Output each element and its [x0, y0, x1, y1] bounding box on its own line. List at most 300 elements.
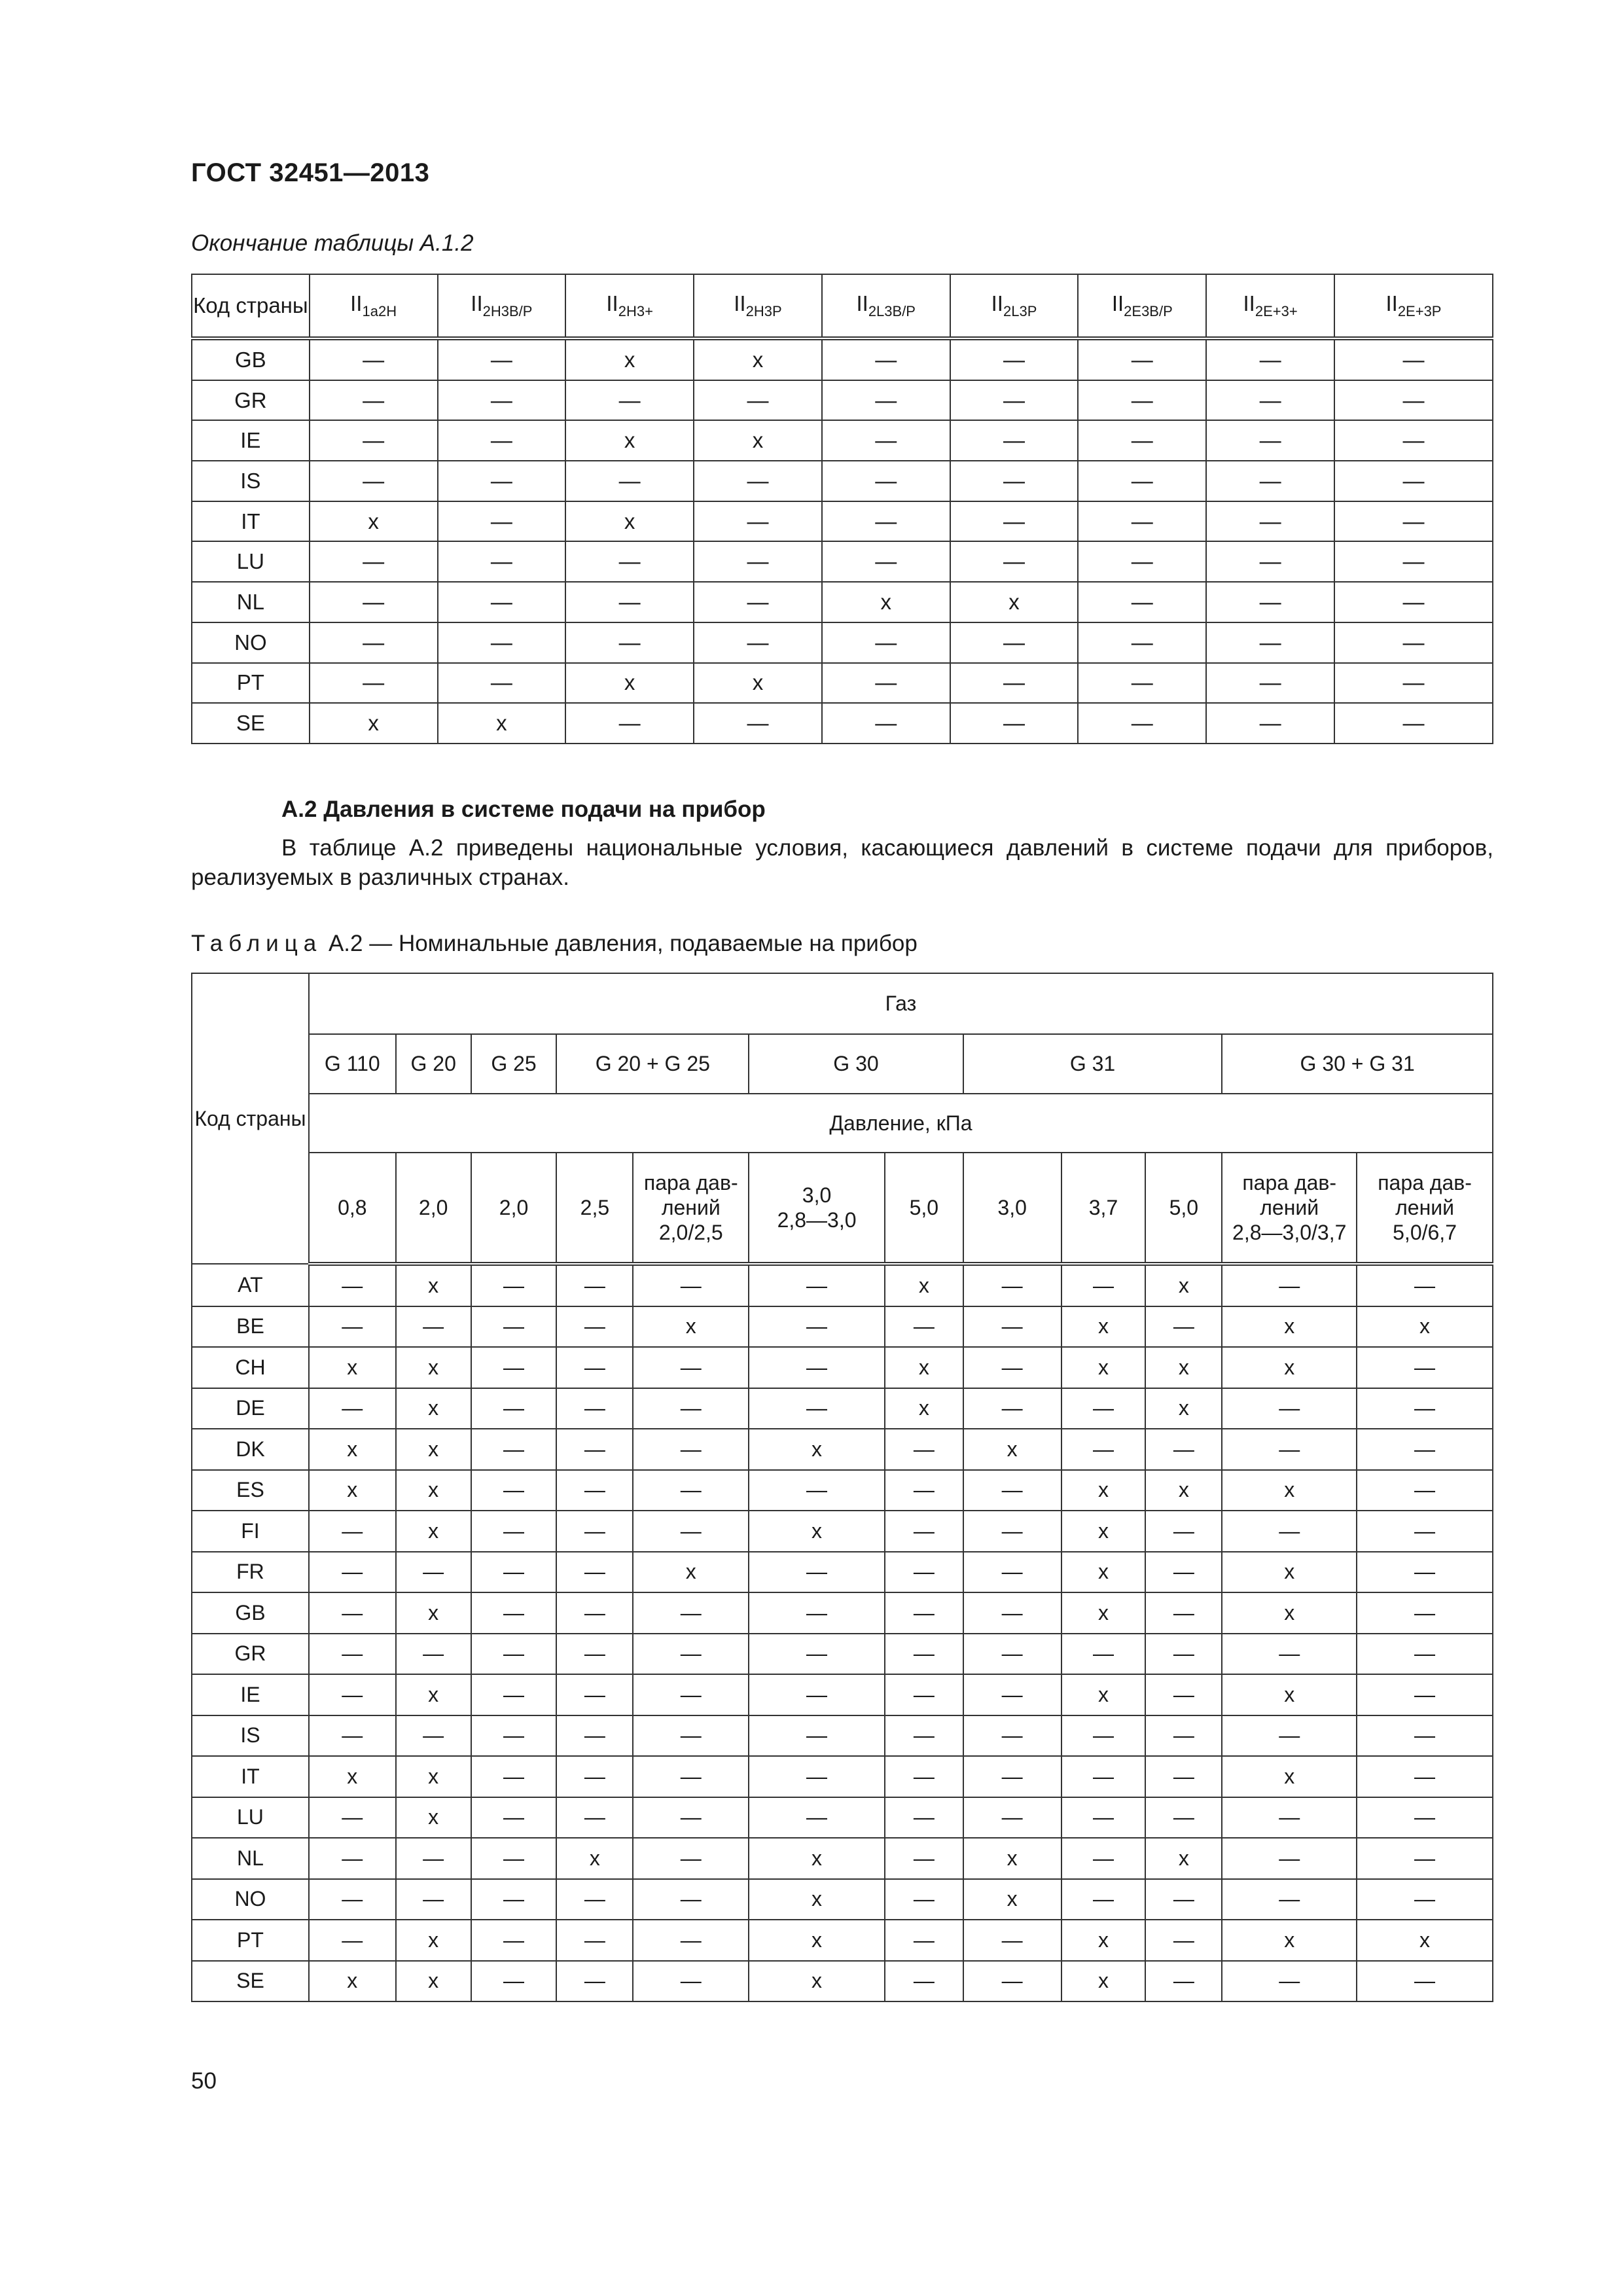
value-cell: x	[1357, 1306, 1493, 1348]
value-cell: —	[471, 1797, 557, 1839]
value-cell: x	[694, 420, 822, 461]
table-row	[192, 1429, 1493, 1470]
value-cell: —	[565, 380, 694, 421]
value-cell: —	[749, 1552, 885, 1593]
value-cell: —	[694, 501, 822, 542]
value-cell: —	[471, 1715, 557, 1757]
country-code-cell: FI	[192, 1511, 309, 1552]
value-cell: —	[438, 663, 566, 704]
table-row	[192, 420, 1493, 461]
value-cell: x	[1145, 1264, 1222, 1306]
value-cell: x	[963, 1429, 1061, 1470]
value-cell: —	[565, 461, 694, 501]
value-cell: —	[1357, 1715, 1493, 1757]
value-cell: —	[309, 1920, 396, 1961]
country-code-cell: GB	[192, 1592, 309, 1634]
table-row	[192, 1306, 1493, 1348]
value-cell: —	[885, 1634, 963, 1675]
value-cell: —	[1061, 1838, 1146, 1879]
value-cell: —	[310, 461, 438, 501]
value-cell: x	[1357, 1920, 1493, 1961]
country-code-cell: DE	[192, 1388, 309, 1429]
value-cell: —	[396, 1552, 471, 1593]
value-cell: x	[963, 1838, 1061, 1879]
value-cell: —	[1357, 1674, 1493, 1715]
value-cell: x	[1145, 1388, 1222, 1429]
value-cell: —	[1206, 703, 1334, 744]
table2-pressure-values-row	[192, 1153, 1493, 1264]
value-cell: —	[396, 1306, 471, 1348]
category-header: $II_{2L3B/P}$	[822, 274, 950, 338]
value-cell: —	[309, 1674, 396, 1715]
value-cell: —	[556, 1797, 633, 1839]
value-cell: —	[822, 380, 950, 421]
value-cell: —	[438, 461, 566, 501]
value-cell: x	[885, 1347, 963, 1388]
value-cell: —	[950, 703, 1079, 744]
value-cell: —	[1078, 541, 1206, 582]
value-cell: —	[438, 380, 566, 421]
country-code-cell: NO	[192, 1879, 309, 1920]
value-cell: —	[950, 501, 1079, 542]
page-number: 50	[191, 2068, 217, 2094]
value-cell: —	[633, 1429, 749, 1470]
value-cell: x	[694, 338, 822, 380]
country-code-cell: ES	[192, 1470, 309, 1511]
value-cell: —	[694, 380, 822, 421]
value-cell: x	[310, 703, 438, 744]
value-cell: —	[1145, 1306, 1222, 1348]
country-code-cell: SE	[192, 1961, 309, 2002]
value-cell: x	[1222, 1592, 1357, 1634]
value-cell: x	[396, 1920, 471, 1961]
value-cell: x	[309, 1347, 396, 1388]
value-cell: —	[1061, 1264, 1146, 1306]
value-cell: x	[1061, 1306, 1146, 1348]
value-cell: —	[471, 1552, 557, 1593]
table-row	[192, 1674, 1493, 1715]
value-cell: —	[565, 703, 694, 744]
gas-group-header: G 110	[309, 1034, 396, 1094]
table-row	[192, 501, 1493, 542]
value-cell: —	[822, 541, 950, 582]
value-cell: —	[1145, 1756, 1222, 1797]
value-cell: —	[309, 1306, 396, 1348]
value-cell: x	[1222, 1306, 1357, 1348]
value-cell: —	[963, 1552, 1061, 1593]
table-row	[192, 663, 1493, 704]
value-cell: x	[396, 1511, 471, 1552]
value-cell: —	[438, 338, 566, 380]
value-cell: —	[1357, 1552, 1493, 1593]
value-cell: x	[885, 1388, 963, 1429]
country-code-cell: GR	[192, 1634, 309, 1675]
value-cell: —	[694, 541, 822, 582]
gas-group-header: G 30	[749, 1034, 963, 1094]
value-cell: —	[438, 541, 566, 582]
table-row	[192, 1388, 1493, 1429]
value-cell: —	[1078, 582, 1206, 622]
value-cell: —	[1357, 1634, 1493, 1675]
value-cell: —	[1357, 1961, 1493, 2002]
value-cell: —	[963, 1920, 1061, 1961]
value-cell: —	[1206, 461, 1334, 501]
value-cell: —	[556, 1347, 633, 1388]
value-cell: —	[633, 1264, 749, 1306]
value-cell: —	[1222, 1264, 1357, 1306]
value-cell: —	[1078, 622, 1206, 663]
value-cell: x	[309, 1756, 396, 1797]
value-cell: —	[309, 1838, 396, 1879]
pressure-value-header: 2,0	[471, 1153, 557, 1264]
table-row	[192, 1715, 1493, 1757]
value-cell: —	[1145, 1920, 1222, 1961]
value-cell: —	[633, 1388, 749, 1429]
value-cell: —	[822, 338, 950, 380]
table1-caption: Окончание таблицы А.1.2	[191, 230, 474, 256]
value-cell: —	[1145, 1429, 1222, 1470]
category-header: $II_{2E+3P}$	[1334, 274, 1493, 338]
table2-caption-text: А.2 — Номинальные давления, подаваемые на прибор	[322, 931, 918, 956]
value-cell: —	[950, 622, 1079, 663]
value-cell: —	[963, 1470, 1061, 1511]
pressure-value-header: пара дав- лений 2,8—3,0/3,7	[1222, 1153, 1357, 1264]
value-cell: —	[633, 1470, 749, 1511]
value-cell: —	[950, 663, 1079, 704]
value-cell: x	[396, 1388, 471, 1429]
country-code-cell: GB	[192, 338, 310, 380]
country-code-cell: IE	[192, 420, 310, 461]
value-cell: x	[396, 1961, 471, 2002]
value-cell: —	[556, 1592, 633, 1634]
value-cell: —	[309, 1634, 396, 1675]
value-cell: —	[950, 461, 1079, 501]
value-cell: —	[749, 1715, 885, 1757]
value-cell: —	[1222, 1879, 1357, 1920]
gas-group-header: G 30 + G 31	[1222, 1034, 1493, 1094]
value-cell: x	[438, 703, 566, 744]
value-cell: x	[885, 1264, 963, 1306]
value-cell: —	[1145, 1797, 1222, 1839]
value-cell: —	[471, 1306, 557, 1348]
country-code-cell: IT	[192, 1756, 309, 1797]
country-code-cell: IS	[192, 461, 310, 501]
value-cell: —	[633, 1920, 749, 1961]
value-cell: x	[749, 1879, 885, 1920]
value-cell: —	[556, 1429, 633, 1470]
value-cell: x	[633, 1306, 749, 1348]
value-cell: —	[471, 1961, 557, 2002]
value-cell: —	[963, 1797, 1061, 1839]
value-cell: —	[885, 1879, 963, 1920]
value-cell: x	[963, 1879, 1061, 1920]
value-cell: —	[1222, 1388, 1357, 1429]
value-cell: —	[1222, 1838, 1357, 1879]
value-cell: —	[963, 1961, 1061, 2002]
value-cell: —	[556, 1511, 633, 1552]
category-header: $II_{2E+3+}$	[1206, 274, 1334, 338]
value-cell: —	[749, 1347, 885, 1388]
table-row	[192, 622, 1493, 663]
value-cell: —	[633, 1674, 749, 1715]
value-cell: x	[749, 1511, 885, 1552]
value-cell: x	[565, 663, 694, 704]
category-header: $II_{2L3P}$	[950, 274, 1079, 338]
value-cell: —	[1078, 501, 1206, 542]
table-row	[192, 1838, 1493, 1879]
value-cell: —	[1061, 1388, 1146, 1429]
value-cell: —	[471, 1674, 557, 1715]
value-cell: —	[1206, 541, 1334, 582]
value-cell: —	[822, 420, 950, 461]
value-cell: x	[749, 1838, 885, 1879]
value-cell: x	[556, 1838, 633, 1879]
value-cell: —	[1334, 501, 1493, 542]
value-cell: —	[885, 1592, 963, 1634]
value-cell: —	[1145, 1961, 1222, 2002]
table2-caption-word: Таблица	[191, 931, 323, 956]
value-cell: x	[565, 338, 694, 380]
country-code-cell: NO	[192, 622, 310, 663]
country-code-cell: AT	[192, 1264, 309, 1306]
table2-gas-group-row	[192, 1034, 1493, 1094]
value-cell: —	[1222, 1511, 1357, 1552]
value-cell: —	[694, 582, 822, 622]
value-cell: —	[749, 1388, 885, 1429]
value-cell: —	[556, 1756, 633, 1797]
country-code-header: Код страны	[192, 973, 309, 1264]
gas-group-header: G 20	[396, 1034, 471, 1094]
value-cell: —	[1206, 380, 1334, 421]
value-cell: —	[396, 1634, 471, 1675]
gas-header: Газ	[309, 973, 1493, 1034]
value-cell: x	[396, 1470, 471, 1511]
value-cell: —	[471, 1470, 557, 1511]
value-cell: —	[1334, 541, 1493, 582]
pressure-value-header: пара дав- лений 2,0/2,5	[633, 1153, 749, 1264]
value-cell: —	[963, 1388, 1061, 1429]
value-cell: —	[885, 1961, 963, 2002]
value-cell: —	[309, 1592, 396, 1634]
table-row	[192, 1264, 1493, 1306]
value-cell: —	[438, 622, 566, 663]
pressure-value-header: пара дав- лений 5,0/6,7	[1357, 1153, 1493, 1264]
value-cell: —	[1145, 1674, 1222, 1715]
value-cell: x	[1222, 1756, 1357, 1797]
value-cell: —	[309, 1388, 396, 1429]
value-cell: —	[1078, 703, 1206, 744]
value-cell: —	[309, 1552, 396, 1593]
value-cell: —	[310, 420, 438, 461]
value-cell: x	[1061, 1592, 1146, 1634]
value-cell: —	[822, 663, 950, 704]
value-cell: —	[1357, 1838, 1493, 1879]
country-code-cell: IT	[192, 501, 310, 542]
value-cell: —	[556, 1715, 633, 1757]
value-cell: —	[885, 1838, 963, 1879]
value-cell: —	[1061, 1756, 1146, 1797]
value-cell: —	[556, 1961, 633, 2002]
value-cell: —	[1061, 1715, 1146, 1757]
value-cell: —	[1222, 1797, 1357, 1839]
value-cell: —	[1334, 622, 1493, 663]
value-cell: —	[1334, 663, 1493, 704]
value-cell: x	[565, 501, 694, 542]
value-cell: —	[1061, 1634, 1146, 1675]
country-code-cell: IE	[192, 1674, 309, 1715]
value-cell: —	[309, 1715, 396, 1757]
table-row	[192, 1634, 1493, 1675]
value-cell: —	[1222, 1961, 1357, 2002]
value-cell: —	[749, 1264, 885, 1306]
value-cell: —	[1357, 1388, 1493, 1429]
value-cell: —	[749, 1674, 885, 1715]
value-cell: —	[963, 1511, 1061, 1552]
table-row	[192, 1961, 1493, 2002]
value-cell: —	[556, 1388, 633, 1429]
value-cell: —	[1222, 1429, 1357, 1470]
value-cell: —	[885, 1715, 963, 1757]
value-cell: —	[749, 1306, 885, 1348]
country-code-cell: NL	[192, 1838, 309, 1879]
value-cell: —	[471, 1879, 557, 1920]
gas-group-header: G 25	[471, 1034, 557, 1094]
value-cell: x	[309, 1429, 396, 1470]
value-cell: —	[1078, 663, 1206, 704]
value-cell: —	[749, 1592, 885, 1634]
table2-caption	[191, 931, 918, 957]
country-code-cell: BE	[192, 1306, 309, 1348]
value-cell: —	[471, 1347, 557, 1388]
value-cell: —	[950, 420, 1079, 461]
value-cell: —	[471, 1756, 557, 1797]
value-cell: x	[309, 1470, 396, 1511]
value-cell: —	[471, 1838, 557, 1879]
value-cell: x	[396, 1797, 471, 1839]
value-cell: —	[1357, 1879, 1493, 1920]
value-cell: —	[1334, 461, 1493, 501]
value-cell: —	[471, 1920, 557, 1961]
value-cell: —	[1145, 1879, 1222, 1920]
value-cell: —	[1061, 1879, 1146, 1920]
value-cell: x	[1061, 1511, 1146, 1552]
value-cell: x	[950, 582, 1079, 622]
value-cell: x	[1222, 1674, 1357, 1715]
value-cell: —	[1206, 420, 1334, 461]
country-code-cell: SE	[192, 703, 310, 744]
value-cell: —	[1061, 1797, 1146, 1839]
category-header: $II_{2E3B/P}$	[1078, 274, 1206, 338]
pressure-value-header: 5,0	[1145, 1153, 1222, 1264]
value-cell: —	[1357, 1797, 1493, 1839]
value-cell: —	[438, 501, 566, 542]
value-cell: —	[633, 1879, 749, 1920]
table-row	[192, 1511, 1493, 1552]
pressure-value-header: 2,0	[396, 1153, 471, 1264]
value-cell: —	[471, 1264, 557, 1306]
value-cell: —	[633, 1797, 749, 1839]
value-cell: —	[885, 1674, 963, 1715]
value-cell: —	[1078, 420, 1206, 461]
gas-group-header: G 20 + G 25	[556, 1034, 749, 1094]
value-cell: —	[1357, 1511, 1493, 1552]
value-cell: —	[1078, 338, 1206, 380]
value-cell: —	[963, 1592, 1061, 1634]
value-cell: x	[396, 1592, 471, 1634]
table-row	[192, 380, 1493, 421]
value-cell: —	[310, 541, 438, 582]
value-cell: —	[633, 1592, 749, 1634]
value-cell: —	[1334, 703, 1493, 744]
value-cell: —	[963, 1634, 1061, 1675]
value-cell: —	[1206, 582, 1334, 622]
value-cell: —	[556, 1306, 633, 1348]
pressure-value-header: 3,0 2,8—3,0	[749, 1153, 885, 1264]
table-row	[192, 1797, 1493, 1839]
table-row	[192, 1756, 1493, 1797]
value-cell: x	[822, 582, 950, 622]
value-cell: x	[749, 1961, 885, 2002]
value-cell: —	[556, 1470, 633, 1511]
category-header: $II_{2H3P}$	[694, 274, 822, 338]
value-cell: —	[950, 541, 1079, 582]
value-cell: x	[309, 1961, 396, 2002]
value-cell: —	[309, 1879, 396, 1920]
table1-body	[192, 338, 1493, 744]
country-code-cell: FR	[192, 1552, 309, 1593]
value-cell: —	[1145, 1715, 1222, 1757]
value-cell: —	[310, 663, 438, 704]
value-cell: —	[471, 1429, 557, 1470]
value-cell: x	[1061, 1674, 1146, 1715]
value-cell: —	[633, 1347, 749, 1388]
value-cell: —	[471, 1592, 557, 1634]
document-header: ГОСТ 32451—2013	[191, 158, 430, 187]
value-cell: x	[1222, 1920, 1357, 1961]
value-cell: —	[310, 622, 438, 663]
pressure-value-header: 2,5	[556, 1153, 633, 1264]
country-code-header: Код страны	[192, 274, 310, 338]
value-cell: —	[1145, 1592, 1222, 1634]
value-cell: —	[310, 582, 438, 622]
table1-header-row	[192, 274, 1493, 338]
value-cell: —	[1334, 338, 1493, 380]
table-row	[192, 1592, 1493, 1634]
value-cell: —	[1334, 420, 1493, 461]
value-cell: —	[885, 1920, 963, 1961]
value-cell: —	[885, 1797, 963, 1839]
value-cell: x	[565, 420, 694, 461]
value-cell: —	[471, 1388, 557, 1429]
value-cell: —	[1206, 501, 1334, 542]
table2-gas-title-row	[192, 973, 1493, 1034]
value-cell: x	[1061, 1470, 1146, 1511]
value-cell: —	[471, 1634, 557, 1675]
country-code-cell: DK	[192, 1429, 309, 1470]
value-cell: —	[309, 1797, 396, 1839]
pressure-value-header: 5,0	[885, 1153, 963, 1264]
value-cell: —	[396, 1879, 471, 1920]
value-cell: —	[822, 622, 950, 663]
value-cell: —	[822, 461, 950, 501]
value-cell: x	[1061, 1552, 1146, 1593]
value-cell: —	[633, 1511, 749, 1552]
value-cell: —	[633, 1838, 749, 1879]
pressure-value-header: 3,0	[963, 1153, 1061, 1264]
value-cell: —	[950, 338, 1079, 380]
value-cell: —	[1145, 1552, 1222, 1593]
value-cell: —	[633, 1756, 749, 1797]
